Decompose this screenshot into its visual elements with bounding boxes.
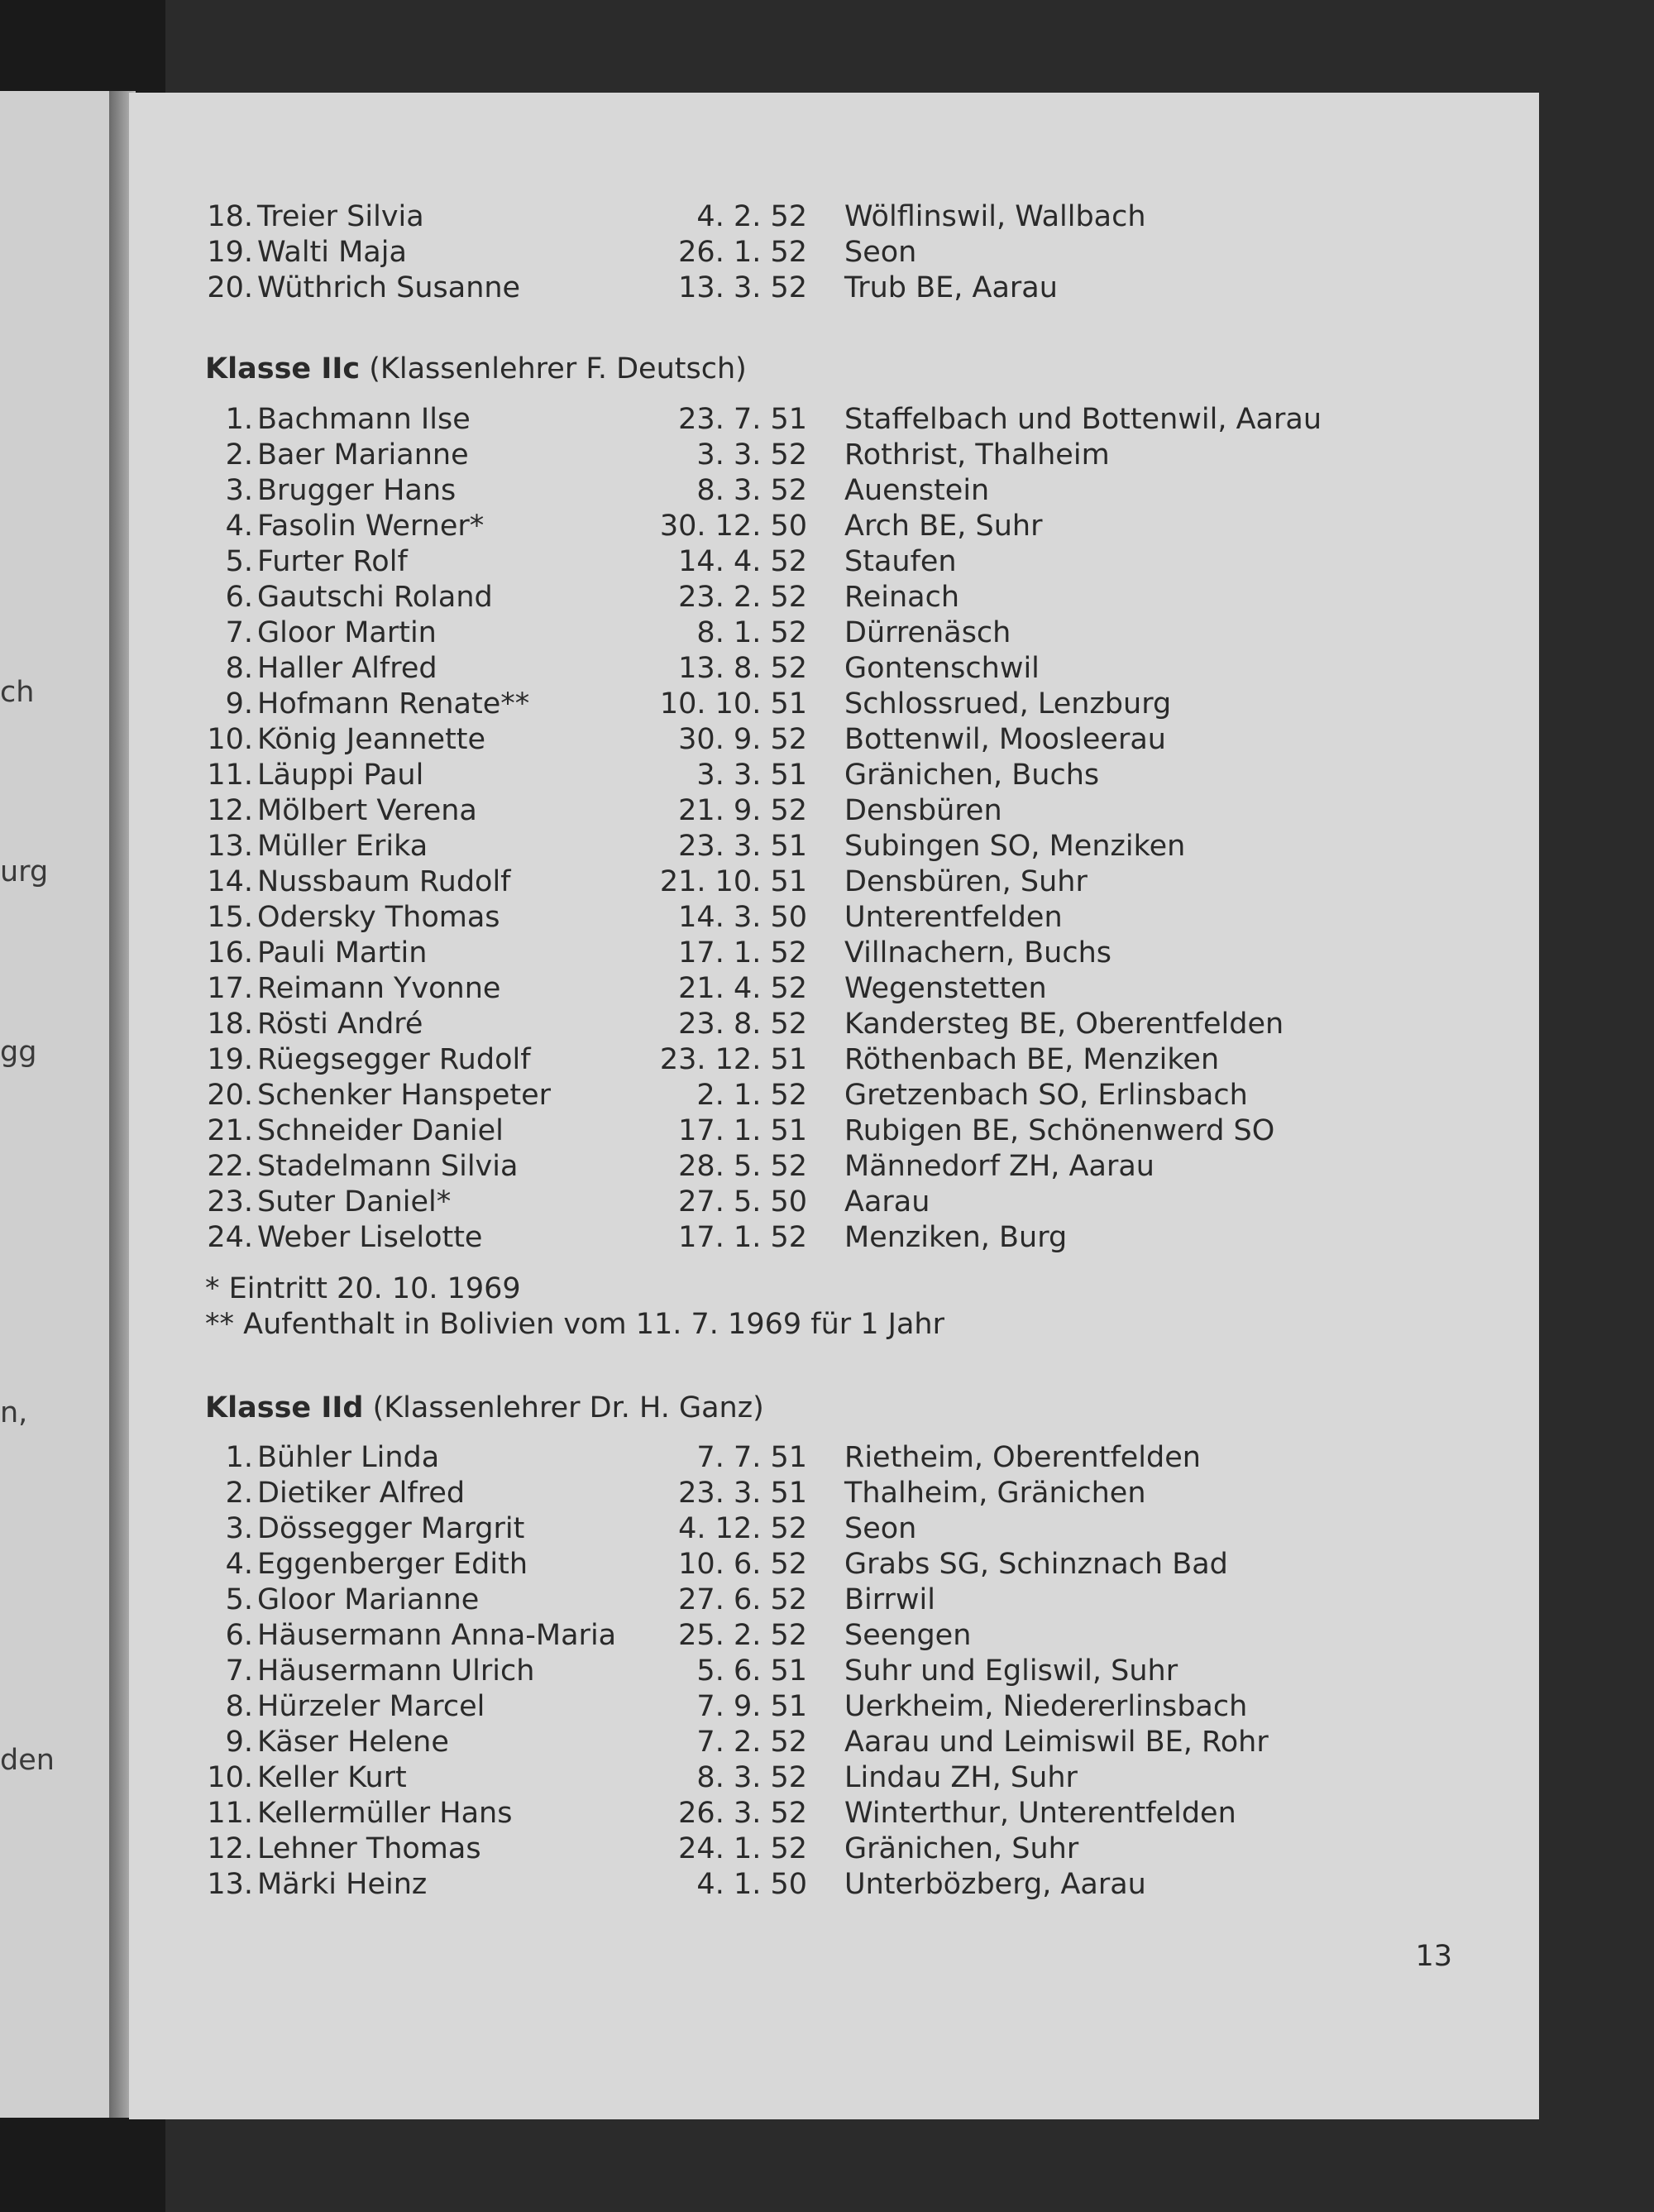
student-name: Gautschi Roland <box>257 581 493 614</box>
previous-page-fragment: den <box>0 1744 55 1777</box>
student-num: 6. <box>225 581 253 614</box>
student-place: Gontenschwil <box>844 652 1040 685</box>
student-num: 10. <box>207 1761 253 1794</box>
student-num: 7. <box>225 1654 253 1688</box>
student-place: Arch BE, Suhr <box>844 510 1043 543</box>
student-date: 13. 8. 52 <box>678 652 807 685</box>
student-date: 24. 1. 52 <box>678 1832 807 1865</box>
student-num: 19. <box>207 1043 253 1076</box>
student-place: Bottenwil, Moosleerau <box>844 723 1166 756</box>
student-name: Stadelmann Silvia <box>257 1150 519 1183</box>
student-num: 4. <box>225 510 253 543</box>
student-place: Grabs SG, Schinznach Bad <box>844 1548 1228 1581</box>
class-iic-heading <box>205 352 747 385</box>
class-iic-title: Klasse IIc <box>205 352 361 385</box>
student-place: Gretzenbach SO, Erlinsbach <box>844 1079 1248 1112</box>
student-place: Staufen <box>844 545 957 578</box>
class-iid-title: Klasse IId <box>205 1391 364 1424</box>
student-num: 2. <box>225 438 253 472</box>
student-place: Densbüren <box>844 794 1002 827</box>
student-name: Baer Marianne <box>257 438 469 472</box>
student-date: 30. 12. 50 <box>659 510 807 543</box>
student-place: Thalheim, Gränichen <box>844 1477 1146 1510</box>
student-num: 4. <box>225 1548 253 1581</box>
student-date: 23. 3. 51 <box>678 1477 807 1510</box>
student-date: 17. 1. 52 <box>678 1221 807 1254</box>
student-name: Käser Helene <box>257 1726 449 1759</box>
page-number: 13 <box>1415 1940 1452 1973</box>
student-name: Dössegger Margrit <box>257 1512 525 1545</box>
student-name: Rösti André <box>257 1008 423 1041</box>
student-date: 8. 1. 52 <box>696 616 807 649</box>
student-name: Haller Alfred <box>257 652 437 685</box>
student-name: Läuppi Paul <box>257 759 424 792</box>
student-place: Gränichen, Buchs <box>844 759 1100 792</box>
student-place: Aarau und Leimiswil BE, Rohr <box>844 1726 1269 1759</box>
student-name: Nussbaum Rudolf <box>257 865 511 898</box>
student-num: 5. <box>225 1583 253 1616</box>
student-date: 3. 3. 51 <box>696 759 807 792</box>
student-place: Männedorf ZH, Aarau <box>844 1150 1154 1183</box>
student-num: 2. <box>225 1477 253 1510</box>
student-num: 18. <box>207 1008 253 1041</box>
student-place: Röthenbach BE, Menziken <box>844 1043 1220 1076</box>
student-date: 5. 6. 51 <box>696 1654 807 1688</box>
footnote: * Eintritt 20. 10. 1969 <box>205 1272 521 1305</box>
student-name: Walti Maja <box>257 236 407 269</box>
student-name: Reimann Yvonne <box>257 972 501 1005</box>
student-place: Suhr und Egliswil, Suhr <box>844 1654 1178 1688</box>
student-date: 10. 10. 51 <box>659 687 807 721</box>
student-place: Aarau <box>844 1185 930 1219</box>
student-name: Furter Rolf <box>257 545 408 578</box>
student-date: 4. 1. 50 <box>696 1868 807 1901</box>
previous-page-fragment: ch <box>0 676 35 709</box>
student-num: 5. <box>225 545 253 578</box>
student-place: Birrwil <box>844 1583 935 1616</box>
student-place: Menziken, Burg <box>844 1221 1068 1254</box>
student-place: Gränichen, Suhr <box>844 1832 1079 1865</box>
student-place: Winterthur, Unterentfelden <box>844 1797 1236 1830</box>
student-place: Subingen SO, Menziken <box>844 830 1186 863</box>
student-place: Auenstein <box>844 474 990 507</box>
student-name: Fasolin Werner* <box>257 510 485 543</box>
student-place: Seengen <box>844 1619 972 1652</box>
student-place: Wegenstetten <box>844 972 1047 1005</box>
student-date: 17. 1. 51 <box>678 1114 807 1147</box>
student-name: Gloor Martin <box>257 616 437 649</box>
student-date: 13. 3. 52 <box>678 271 807 304</box>
student-place: Rothrist, Thalheim <box>844 438 1110 472</box>
student-num: 23. <box>207 1185 253 1219</box>
student-name: Gloor Marianne <box>257 1583 480 1616</box>
student-place: Staffelbach und Bottenwil, Aarau <box>844 403 1322 436</box>
student-name: Müller Erika <box>257 830 428 863</box>
student-num: 1. <box>225 1441 253 1474</box>
student-name: Hürzeler Marcel <box>257 1690 485 1723</box>
student-name: Dietiker Alfred <box>257 1477 466 1510</box>
student-name: Lehner Thomas <box>257 1832 481 1865</box>
previous-page-edge <box>0 91 116 2118</box>
student-date: 7. 7. 51 <box>696 1441 807 1474</box>
student-place: Unterentfelden <box>844 901 1063 934</box>
student-name: Häusermann Ulrich <box>257 1654 535 1688</box>
class-iid-heading <box>205 1391 764 1424</box>
student-num: 9. <box>225 1726 253 1759</box>
student-place: Rubigen BE, Schönenwerd SO <box>844 1114 1275 1147</box>
student-date: 30. 9. 52 <box>678 723 807 756</box>
student-num: 6. <box>225 1619 253 1652</box>
student-num: 8. <box>225 652 253 685</box>
student-date: 4. 12. 52 <box>678 1512 807 1545</box>
student-num: 22. <box>207 1150 253 1183</box>
student-num: 3. <box>225 474 253 507</box>
student-num: 8. <box>225 1690 253 1723</box>
student-date: 25. 2. 52 <box>678 1619 807 1652</box>
student-place: Reinach <box>844 581 960 614</box>
student-name: Kellermüller Hans <box>257 1797 513 1830</box>
student-date: 23. 8. 52 <box>678 1008 807 1041</box>
student-place: Uerkheim, Niedererlinsbach <box>844 1690 1248 1723</box>
student-date: 23. 2. 52 <box>678 581 807 614</box>
student-place: Densbüren, Suhr <box>844 865 1088 898</box>
class-iid-teacher: (Klassenlehrer Dr. H. Ganz) <box>372 1391 764 1424</box>
student-name: Suter Daniel* <box>257 1185 452 1219</box>
student-date: 23. 7. 51 <box>678 403 807 436</box>
student-num: 18. <box>207 200 253 233</box>
student-date: 7. 2. 52 <box>696 1726 807 1759</box>
previous-page-fragment: gg <box>0 1036 37 1069</box>
student-place: Villnachern, Buchs <box>844 936 1111 970</box>
student-num: 20. <box>207 1079 253 1112</box>
student-num: 17. <box>207 972 253 1005</box>
student-date: 21. 4. 52 <box>678 972 807 1005</box>
student-date: 27. 5. 50 <box>678 1185 807 1219</box>
student-num: 12. <box>207 1832 253 1865</box>
student-num: 9. <box>225 687 253 721</box>
student-num: 13. <box>207 830 253 863</box>
student-date: 2. 1. 52 <box>696 1079 807 1112</box>
student-num: 7. <box>225 616 253 649</box>
student-date: 10. 6. 52 <box>678 1548 807 1581</box>
student-date: 14. 4. 52 <box>678 545 807 578</box>
student-num: 3. <box>225 1512 253 1545</box>
student-name: Brugger Hans <box>257 474 457 507</box>
student-num: 1. <box>225 403 253 436</box>
student-date: 26. 3. 52 <box>678 1797 807 1830</box>
student-date: 17. 1. 52 <box>678 936 807 970</box>
student-place: Wölflinswil, Wallbach <box>844 200 1146 233</box>
student-num: 10. <box>207 723 253 756</box>
student-date: 23. 3. 51 <box>678 830 807 863</box>
student-date: 4. 2. 52 <box>696 200 807 233</box>
student-place: Unterbözberg, Aarau <box>844 1868 1146 1901</box>
class-iic-teacher: (Klassenlehrer F. Deutsch) <box>369 352 747 385</box>
student-date: 23. 12. 51 <box>659 1043 807 1076</box>
student-name: Pauli Martin <box>257 936 428 970</box>
student-place: Lindau ZH, Suhr <box>844 1761 1078 1794</box>
student-place: Schlossrued, Lenzburg <box>844 687 1172 721</box>
student-date: 21. 10. 51 <box>659 865 807 898</box>
student-num: 14. <box>207 865 253 898</box>
student-date: 8. 3. 52 <box>696 1761 807 1794</box>
student-num: 13. <box>207 1868 253 1901</box>
document-page <box>129 93 1539 2119</box>
student-place: Dürrenäsch <box>844 616 1011 649</box>
student-name: Odersky Thomas <box>257 901 500 934</box>
student-name: Rüegsegger Rudolf <box>257 1043 531 1076</box>
student-num: 16. <box>207 936 253 970</box>
student-num: 11. <box>207 1797 253 1830</box>
student-num: 21. <box>207 1114 253 1147</box>
previous-page-fragment: urg <box>0 855 49 888</box>
student-name: Häusermann Anna-Maria <box>257 1619 617 1652</box>
student-date: 8. 3. 52 <box>696 474 807 507</box>
student-date: 14. 3. 50 <box>678 901 807 934</box>
student-name: Wüthrich Susanne <box>257 271 521 304</box>
student-date: 26. 1. 52 <box>678 236 807 269</box>
footnote: ** Aufenthalt in Bolivien vom 11. 7. 1969 für 1 Jahr <box>205 1308 945 1341</box>
student-num: 19. <box>207 236 253 269</box>
student-name: Märki Heinz <box>257 1868 428 1901</box>
student-name: Bühler Linda <box>257 1441 440 1474</box>
student-date: 27. 6. 52 <box>678 1583 807 1616</box>
student-num: 11. <box>207 759 253 792</box>
student-name: Mölbert Verena <box>257 794 477 827</box>
student-name: Keller Kurt <box>257 1761 407 1794</box>
student-place: Seon <box>844 1512 917 1545</box>
student-num: 24. <box>207 1221 253 1254</box>
student-num: 15. <box>207 901 253 934</box>
student-name: Treier Silvia <box>257 200 424 233</box>
student-name: Schenker Hanspeter <box>257 1079 552 1112</box>
student-name: Weber Liselotte <box>257 1221 483 1254</box>
student-date: 28. 5. 52 <box>678 1150 807 1183</box>
student-num: 12. <box>207 794 253 827</box>
student-date: 3. 3. 52 <box>696 438 807 472</box>
previous-page-fragment: n, <box>0 1396 28 1429</box>
student-date: 21. 9. 52 <box>678 794 807 827</box>
student-name: Eggenberger Edith <box>257 1548 528 1581</box>
student-place: Seon <box>844 236 917 269</box>
student-name: König Jeannette <box>257 723 486 756</box>
student-name: Schneider Daniel <box>257 1114 504 1147</box>
student-place: Kandersteg BE, Oberentfelden <box>844 1008 1284 1041</box>
student-place: Trub BE, Aarau <box>844 271 1058 304</box>
student-name: Hofmann Renate** <box>257 687 530 721</box>
student-date: 7. 9. 51 <box>696 1690 807 1723</box>
student-num: 20. <box>207 271 253 304</box>
student-place: Rietheim, Oberentfelden <box>844 1441 1201 1474</box>
student-name: Bachmann Ilse <box>257 403 471 436</box>
